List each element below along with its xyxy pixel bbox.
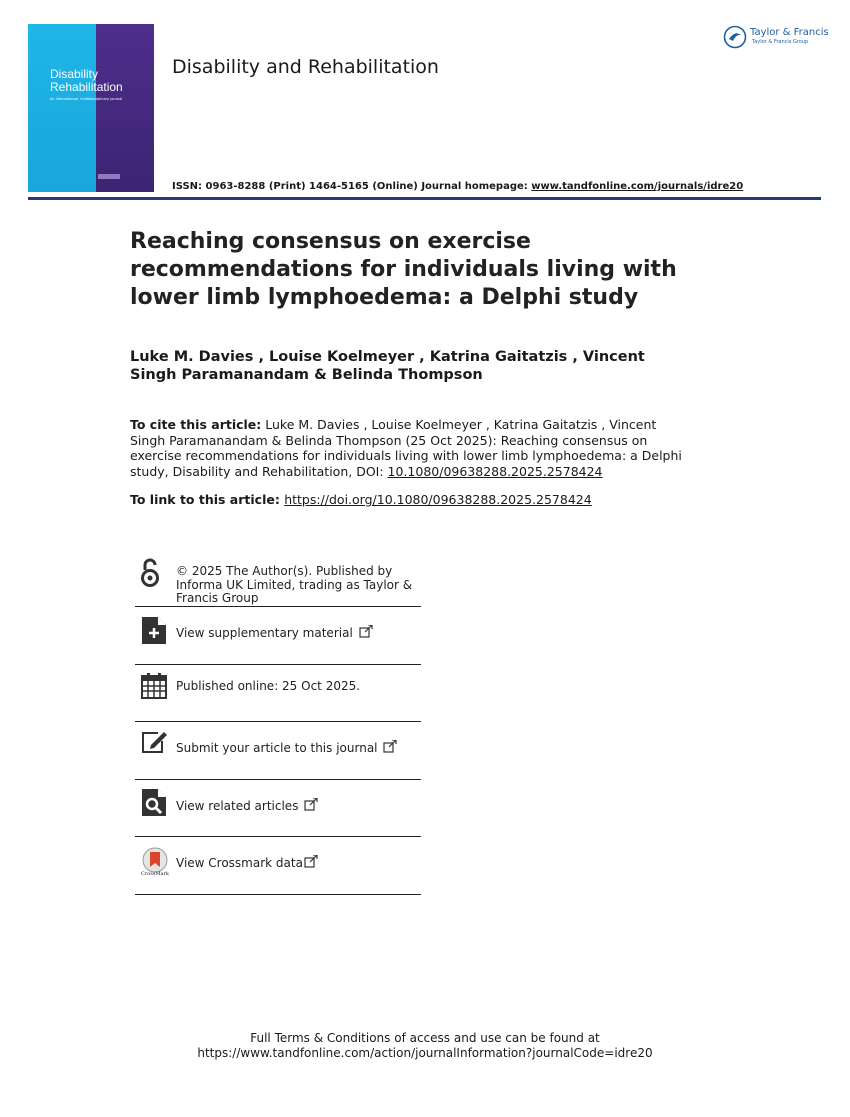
article-doi-url[interactable]: https://doi.org/10.1080/09638288.2025.2578424 <box>284 492 592 507</box>
cite-text: Luke M. Davies , Louise Koelmeyer , Katrina Gaitatzis , Vincent Singh Paramanandam & Belinda Thompson (25 Oct 2025): Reaching consensus on exercise recommendations for individuals living with lower limb lymphoedema: a Delphi study, Disability and Rehabilitation, DOI: <box>130 417 682 479</box>
cite-label: To cite this article: <box>130 417 262 432</box>
external-link-icon <box>304 798 318 811</box>
submit-label: Submit your article to this journal <box>176 741 378 755</box>
publisher-name: Taylor & Francis <box>750 27 829 38</box>
article-link-line <box>130 492 592 507</box>
external-link-icon <box>304 855 318 868</box>
link-label: To link to this article: <box>130 492 285 507</box>
open-access-icon <box>139 558 161 588</box>
cover-title: Disability Rehabilitation <box>50 67 123 94</box>
panel-divider <box>135 836 421 837</box>
crossmark-link[interactable] <box>176 855 318 871</box>
related-label: View related articles <box>176 799 299 813</box>
issn-line <box>172 181 743 192</box>
cover-publisher-logo <box>98 174 120 179</box>
external-link-icon <box>359 625 373 638</box>
panel-divider <box>135 894 421 895</box>
footer-terms-url[interactable]: https://www.tandfonline.com/action/journalInformation?journalCode=idre20 <box>197 1046 653 1060</box>
supplementary-file-icon <box>142 617 166 644</box>
submit-article-link[interactable] <box>176 740 397 756</box>
supplementary-label: View supplementary material <box>176 626 353 640</box>
published-date: Published online: 25 Oct 2025. <box>176 679 361 693</box>
journal-homepage-link[interactable]: www.tandfonline.com/journals/idre20 <box>531 181 744 192</box>
journal-cover-image <box>28 24 154 192</box>
cover-subtitle: An international, multidisciplinary journal <box>50 97 123 101</box>
doi-link[interactable]: 10.1080/09638288.2025.2578424 <box>387 463 603 479</box>
citation-block <box>130 417 690 479</box>
crossmark-logo-text: CrossMark <box>141 871 169 877</box>
related-articles-search-icon <box>142 789 166 816</box>
edit-pencil-icon <box>141 730 168 754</box>
crossmark-label: View Crossmark data <box>176 856 303 870</box>
journal-title[interactable]: Disability and Rehabilitation <box>172 56 439 78</box>
external-link-icon <box>383 740 397 753</box>
panel-divider <box>135 721 421 722</box>
open-access-text: © 2025 The Author(s). Published by Informa UK Limited, trading as Taylor & Francis Group <box>176 564 413 605</box>
panel-divider <box>135 606 421 607</box>
supplementary-link[interactable] <box>176 625 373 641</box>
article-title: Reaching consensus on exercise recommendations for individuals living with lower limb lymphoedema: a Delphi study <box>130 229 677 310</box>
panel-divider <box>135 779 421 780</box>
footer <box>0 1031 850 1061</box>
calendar-icon <box>141 673 167 699</box>
footer-terms-text: Full Terms & Conditions of access and use can be found at <box>250 1031 600 1045</box>
header-divider <box>28 197 821 200</box>
related-articles-link[interactable] <box>176 798 318 814</box>
cover-purple-band <box>96 24 154 192</box>
publisher-group: Taylor & Francis Group <box>752 39 809 45</box>
issn-text: ISSN: 0963-8288 (Print) 1464-5165 (Online) Journal homepage: <box>172 181 532 192</box>
panel-divider <box>135 664 421 665</box>
article-authors: Luke M. Davies , Louise Koelmeyer , Katrina Gaitatzis , Vincent Singh Paramanandam & Belinda Thompson <box>130 349 645 383</box>
